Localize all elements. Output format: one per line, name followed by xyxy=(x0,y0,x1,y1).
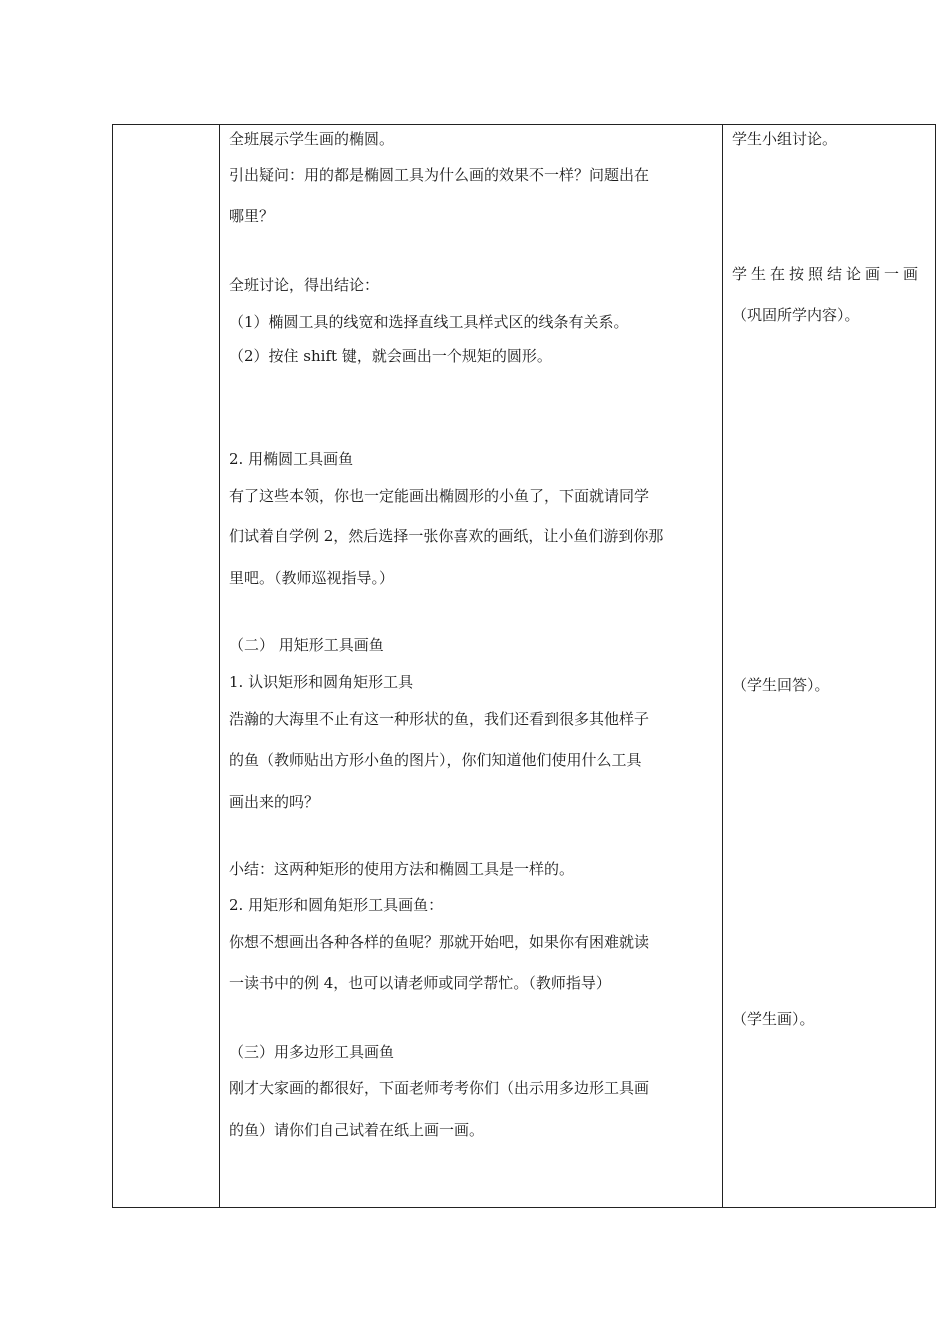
teacher-text-line: 有了这些本领，你也一定能画出椭圆形的小鱼了，下面就请同学 xyxy=(229,487,650,505)
teacher-text-line: 们试着自学例 2，然后选择一张你喜欢的画纸，让小鱼们游到你那 xyxy=(229,527,664,545)
teacher-text-line: 浩瀚的大海里不止有这一种形状的鱼，我们还看到很多其他样子 xyxy=(229,710,650,728)
student-text-line: 学生在按照结论画一画 xyxy=(732,265,923,283)
teacher-text-line: 刚才大家画的都很好，下面老师考考你们（出示用多边形工具画 xyxy=(229,1079,650,1097)
student-text-line: （巩固所学内容）。 xyxy=(732,306,860,324)
teacher-text-line: 哪里？ xyxy=(229,207,275,225)
student-text-line: （学生画）。 xyxy=(732,1010,815,1028)
lesson-table xyxy=(112,124,936,1208)
section-heading: 2. 用矩形和圆角矩形工具画鱼： xyxy=(229,896,444,914)
section-heading: 2. 用椭圆工具画鱼 xyxy=(229,450,354,468)
student-text-line: 学生小组讨论。 xyxy=(732,130,838,148)
teacher-text-line: 全班展示学生画的椭圆。 xyxy=(229,130,395,148)
teacher-text-line: 画出来的吗？ xyxy=(229,793,320,811)
teacher-text-line: 的鱼）请你们自己试着在纸上画一画。 xyxy=(229,1121,485,1139)
section-heading: 1. 认识矩形和圆角矩形工具 xyxy=(229,673,414,691)
teacher-text-line: 引出疑问：用的都是椭圆工具为什么画的效果不一样？问题出在 xyxy=(229,166,650,184)
teacher-text-line: （1）椭圆工具的线宽和选择直线工具样式区的线条有关系。 xyxy=(229,313,629,331)
student-text-line: （学生回答）。 xyxy=(732,676,830,694)
teacher-text-line: 的鱼（教师贴出方形小鱼的图片），你们知道他们使用什么工具 xyxy=(229,751,642,769)
section-heading: （三）用多边形工具画鱼 xyxy=(229,1043,395,1061)
teacher-activity-column xyxy=(220,125,722,1207)
teacher-text-line: （2）按住 shift 键，就会画出一个规矩的圆形。 xyxy=(229,347,552,365)
teacher-text-line: 你想不想画出各种各样的鱼呢？那就开始吧，如果你有困难就读 xyxy=(229,933,650,951)
student-activity-column xyxy=(723,125,935,1207)
stage-column xyxy=(113,125,219,1207)
teacher-text-line: 里吧。（教师巡视指导。） xyxy=(229,569,395,587)
section-heading: （二） 用矩形工具画鱼 xyxy=(229,636,384,654)
teacher-text-line: 全班讨论，得出结论： xyxy=(229,276,380,294)
teacher-text-line: 小结：这两种矩形的使用方法和椭圆工具是一样的。 xyxy=(229,860,575,878)
teacher-text-line: 一读书中的例 4，也可以请老师或同学帮忙。（教师指导） xyxy=(229,974,611,992)
